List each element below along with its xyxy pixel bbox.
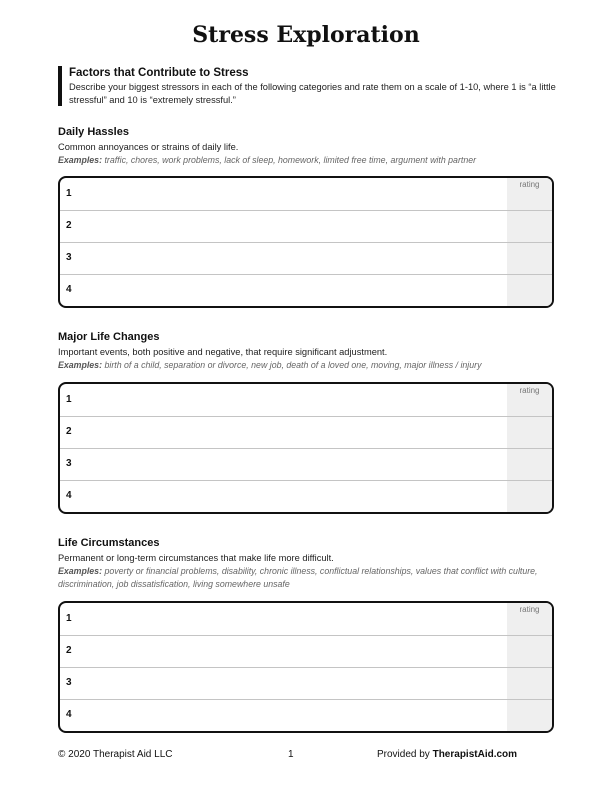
examples-text: poverty or financial problems, disability, chronic illness, conflictual relationships, values that conflict with culture, discrimination, job dissatisfication, living somewhere unsafe	[58, 566, 538, 589]
provided-by-brand[interactable]: TherapistAid.com	[432, 749, 518, 760]
table-row[interactable]	[60, 210, 552, 243]
examples-text: traffic, chores, work problems, lack of sleep, homework, limited free time, argument with partner	[104, 155, 477, 165]
section-daily-hassles	[58, 125, 554, 167]
section-description: Important events, both positive and negative, that require significant adjustment.	[58, 347, 388, 357]
page-title: Stress Exploration	[192, 22, 420, 48]
examples-text: birth of a child, separation or divorce, new job, death of a loved one, moving, major illness / injury	[104, 360, 482, 370]
rating-label: rating	[519, 386, 540, 395]
section-examples	[58, 154, 554, 167]
section-life-circumstances	[58, 536, 554, 590]
intro-text: Describe your biggest stressors in each of the following categories and rate them on a scale of 1-10, where 1 is “a little stressful” and 10 is “extremely stressful.”	[69, 82, 556, 105]
footer-page-number: 1	[288, 749, 294, 760]
row-number: 3	[66, 252, 72, 263]
table-row[interactable]	[60, 448, 552, 481]
daily-hassles-table	[58, 176, 554, 308]
row-number: 1	[66, 613, 72, 624]
table-row[interactable]	[60, 667, 552, 700]
table-row[interactable]	[60, 178, 552, 211]
table-row[interactable]	[60, 699, 552, 731]
section-major-life-changes	[58, 330, 554, 372]
row-number: 3	[66, 458, 72, 469]
provided-by-prefix: Provided by	[377, 749, 433, 760]
section-examples	[58, 565, 554, 590]
rating-label: rating	[519, 180, 540, 189]
table-row[interactable]	[60, 480, 552, 512]
row-number: 1	[66, 188, 72, 199]
major-life-changes-table	[58, 382, 554, 514]
table-row[interactable]	[60, 274, 552, 306]
row-number: 3	[66, 677, 72, 688]
table-row[interactable]	[60, 242, 552, 275]
section-title: Major Life Changes	[58, 331, 160, 343]
footer-copyright: © 2020 Therapist Aid LLC	[58, 749, 173, 760]
row-number: 2	[66, 220, 72, 231]
intro-callout	[58, 66, 561, 106]
examples-label: Examples:	[58, 566, 103, 576]
section-title: Daily Hassles	[58, 126, 129, 138]
rating-label: rating	[519, 605, 540, 614]
table-row[interactable]	[60, 416, 552, 449]
row-number: 2	[66, 426, 72, 437]
section-description: Permanent or long-term circumstances that make life more difficult.	[58, 553, 334, 563]
examples-label: Examples:	[58, 155, 103, 165]
section-examples	[58, 359, 554, 372]
footer-provided-by	[377, 749, 517, 760]
row-number: 4	[66, 709, 72, 720]
section-description: Common annoyances or strains of daily life.	[58, 142, 239, 152]
section-title: Life Circumstances	[58, 537, 160, 549]
life-circumstances-table	[58, 601, 554, 733]
row-number: 4	[66, 284, 72, 295]
intro-heading: Factors that Contribute to Stress	[69, 67, 249, 79]
row-number: 4	[66, 490, 72, 501]
table-row[interactable]	[60, 384, 552, 417]
examples-label: Examples:	[58, 360, 103, 370]
table-row[interactable]	[60, 635, 552, 668]
row-number: 1	[66, 394, 72, 405]
row-number: 2	[66, 645, 72, 656]
table-row[interactable]	[60, 603, 552, 636]
